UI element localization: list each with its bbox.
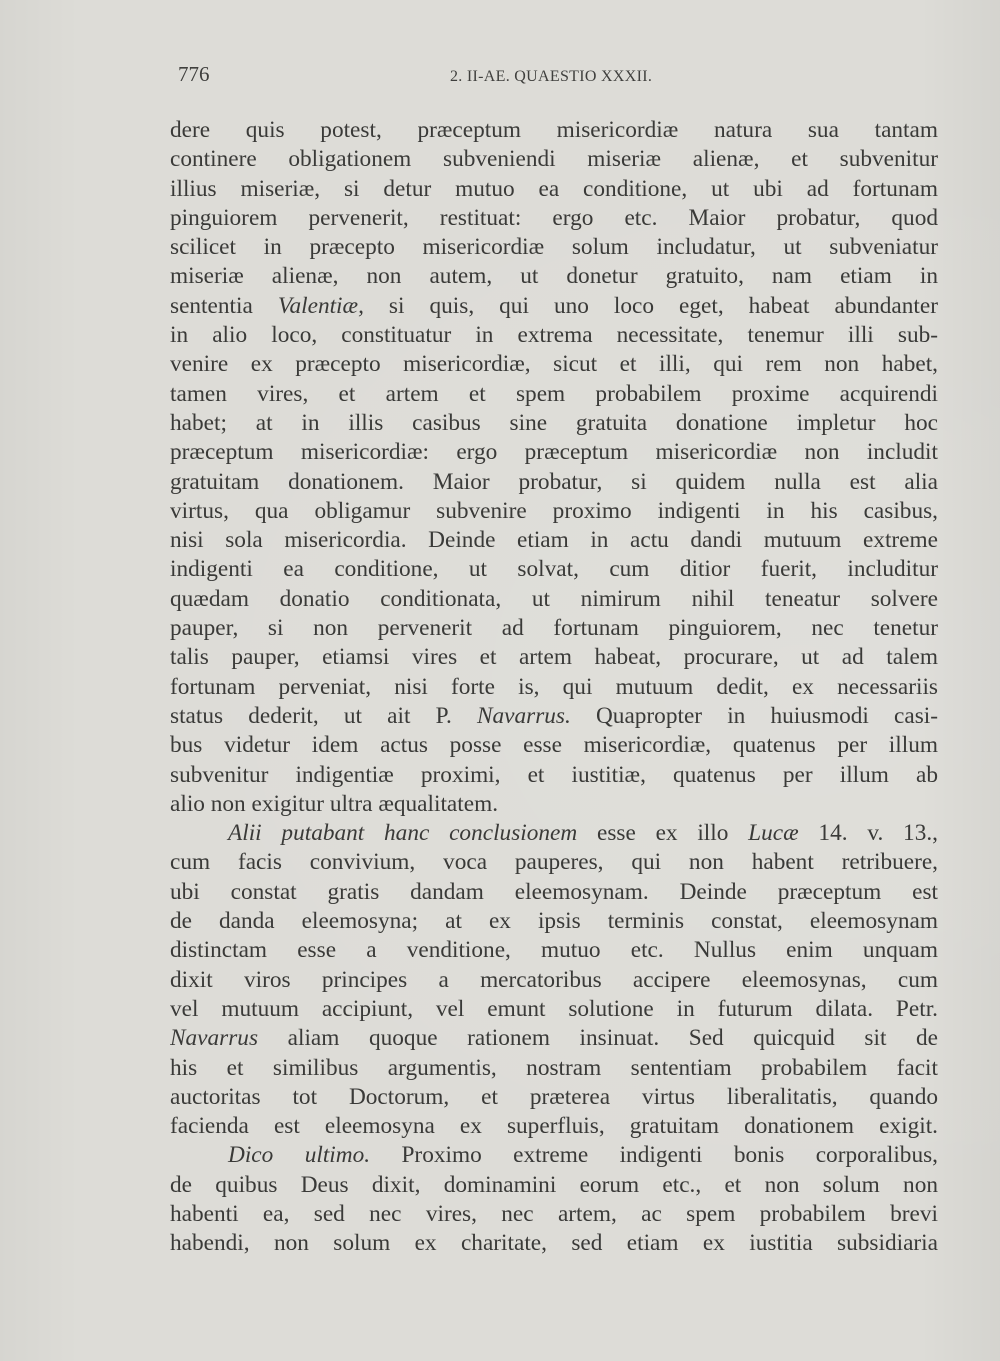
text-segment: pinguiorem pervenerit, restituat: ergo etc. Maior probatur, quod: [170, 204, 938, 231]
text-segment: dere quis potest, præceptum misericordiæ natura sua tantam: [170, 117, 938, 143]
italic-text: Lucæ: [748, 820, 799, 847]
text-line: [170, 438, 938, 467]
text-line: [170, 585, 938, 614]
text-line: [170, 819, 938, 848]
text-segment: vel mutuum accipiunt, vel emunt solutione in futurum dilata. Petr.: [170, 995, 938, 1022]
text-segment: tamen vires, et artem et spem probabilem proxime acquirendi: [170, 380, 938, 407]
body-text: [170, 116, 938, 1259]
italic-text: Valentiæ,: [277, 292, 364, 319]
text-segment: sententia: [170, 292, 278, 319]
text-line: [170, 1200, 938, 1229]
text-line: [170, 761, 938, 790]
text-segment: dixit viros principes a mercatoribus accipere eleemosynas, cum: [170, 966, 938, 993]
text-line: [170, 116, 938, 145]
text-line: [170, 1112, 938, 1141]
page-header: [178, 62, 938, 92]
text-segment: habenti ea, sed nec vires, nec artem, ac spem probabilem brevi: [170, 1200, 938, 1227]
text-line: [170, 614, 938, 643]
text-line: [170, 233, 938, 262]
text-line: [170, 878, 938, 907]
text-segment: esse ex illo: [577, 820, 749, 847]
text-line: [170, 350, 938, 379]
page-number: 776: [178, 62, 210, 86]
text-line: [170, 1024, 938, 1053]
italic-text: Alii putabant hanc conclusionem: [228, 820, 578, 847]
text-line: [170, 936, 938, 965]
text-line: [170, 321, 938, 350]
text-segment: bus videtur idem actus posse esse misericordiæ, quatenus per illum: [170, 732, 938, 759]
text-line: [170, 204, 938, 233]
text-segment: nisi sola misericordia. Deinde etiam in actu dandi mutuum extreme: [170, 527, 938, 554]
text-segment: si quis, qui uno loco eget, habeat abundanter: [363, 292, 938, 319]
text-segment: scilicet in præcepto misericordiæ solum includatur, ut subveniatur: [170, 234, 938, 261]
text-line: [170, 380, 938, 409]
text-segment: ubi constat gratis dandam eleemosynam. Deinde præceptum est: [170, 878, 938, 905]
text-line: [170, 468, 938, 497]
text-segment: continere obligationem subveniendi miseriæ alienæ, et subvenitur: [170, 146, 938, 173]
text-line: [170, 292, 938, 321]
text-segment: subvenitur indigentiæ proximi, et iustitiæ, quatenus per illum ab: [170, 761, 938, 788]
text-segment: in alio loco, constituatur in extrema necessitate, tenemur illi sub-: [170, 322, 938, 349]
text-segment: quædam donatio conditionata, ut nimirum nihil teneatur solvere: [170, 585, 938, 612]
text-segment: auctoritas tot Doctorum, et præterea virtus liberalitatis, quando: [170, 1083, 938, 1110]
text-segment: præceptum misericordiæ: ergo præceptum misericordiæ non includit: [170, 439, 938, 466]
text-segment: his et similibus argumentis, nostram sententiam probabilem facit: [170, 1054, 938, 1081]
text-segment: alio non exigitur ultra æqualitatem.: [170, 790, 499, 817]
text-line: [170, 643, 938, 672]
text-line: [170, 497, 938, 526]
text-segment: status dederit, ut ait P.: [170, 702, 477, 729]
text-segment: de quibus Deus dixit, dominamini eorum etc., et non solum non: [170, 1171, 938, 1198]
text-segment: illius miseriæ, si detur mutuo ea conditione, ut ubi ad fortunam: [170, 175, 938, 202]
text-segment: talis pauper, etiamsi vires et artem habeat, procurare, ut ad talem: [170, 644, 938, 671]
text-segment: cum facis convivium, voca pauperes, qui non habent retribuere,: [170, 849, 938, 876]
text-line: [170, 995, 938, 1024]
text-line: [170, 702, 938, 731]
text-segment: fortunam perveniat, nisi forte is, qui mutuum dedit, ex necessariis: [170, 673, 938, 700]
text-segment: distinctam esse a venditione, mutuo etc. Nullus enim unquam: [170, 937, 938, 964]
running-head: 2. II-AE. QUAESTIO XXXII.: [450, 68, 653, 85]
text-segment: aliam quoque rationem insinuat. Sed quicquid sit de: [258, 1025, 938, 1052]
text-line: [170, 1171, 938, 1200]
text-line: [170, 790, 938, 819]
text-line: [170, 673, 938, 702]
text-line: [170, 1229, 938, 1258]
text-segment: gratuitam donationem. Maior probatur, si quidem nulla est alia: [170, 468, 938, 495]
text-line: [170, 409, 938, 438]
text-segment: Proximo extreme indigenti bonis corporalibus,: [370, 1142, 938, 1169]
text-segment: indigenti ea conditione, ut solvat, cum ditior fuerit, includitur: [170, 556, 938, 583]
text-line: [170, 555, 938, 584]
italic-text: Dico ultimo.: [228, 1142, 371, 1169]
text-line: [170, 1083, 938, 1112]
text-line: [170, 966, 938, 995]
text-line: [170, 907, 938, 936]
text-line: [170, 1054, 938, 1083]
text-line: [170, 175, 938, 204]
text-line: [170, 1141, 938, 1170]
text-segment: Quapropter in huiusmodi casi-: [570, 702, 938, 729]
italic-text: Navarrus.: [476, 702, 571, 729]
text-segment: de danda eleemosyna; at ex ipsis terminis constat, eleemosynam: [170, 908, 938, 935]
text-line: [170, 731, 938, 760]
text-line: [170, 145, 938, 174]
text-line: [170, 848, 938, 877]
text-segment: venire ex præcepto misericordiæ, sicut et illi, qui rem non habet,: [170, 351, 938, 378]
text-segment: pauper, si non pervenerit ad fortunam pinguiorem, nec tenetur: [170, 615, 938, 642]
text-segment: facienda est eleemosyna ex superfluis, gratuitam donationem exigit.: [170, 1113, 938, 1140]
text-segment: habendi, non solum ex charitate, sed etiam ex iustitia subsidiaria: [170, 1230, 938, 1257]
text-line: [170, 526, 938, 555]
text-segment: virtus, qua obligamur subvenire proximo indigenti in his casibus,: [170, 497, 938, 524]
text-line: [170, 262, 938, 291]
text-segment: 14. v. 13.,: [798, 820, 938, 847]
text-segment: habet; at in illis casibus sine gratuita donatione impletur hoc: [170, 409, 938, 436]
text-segment: miseriæ alienæ, non autem, ut donetur gratuito, nam etiam in: [170, 263, 938, 290]
italic-text: Navarrus: [170, 1025, 259, 1052]
